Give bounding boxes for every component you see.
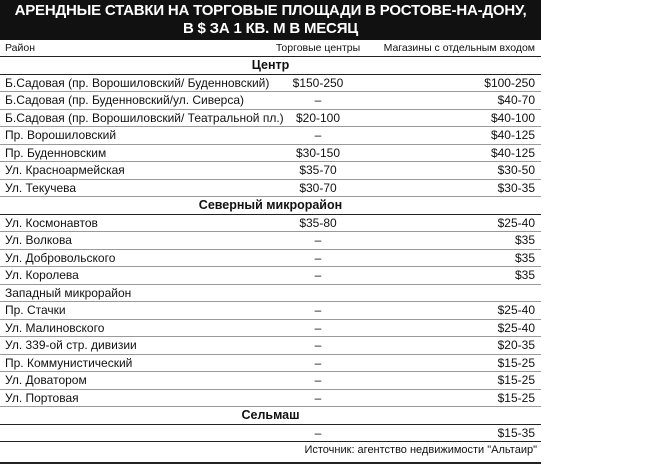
shopping-center-rate-cell: –: [314, 338, 322, 352]
title-line-2: В $ ЗА 1 КВ. М В МЕСЯЦ: [182, 20, 359, 37]
table-row: [0, 302, 541, 320]
section-title: Центр: [251, 58, 290, 72]
standalone-shop-rate-cell: $15-25: [497, 355, 535, 370]
standalone-shop-rate-cell: $30-50: [497, 163, 535, 177]
shopping-center-rate-cell: $35-80: [299, 215, 337, 230]
table-row: [0, 355, 541, 373]
standalone-shop-rate-cell: $25-40: [497, 303, 535, 317]
standalone-shop-rate-cell: $15-25: [497, 390, 535, 405]
section-header-row: [0, 197, 541, 215]
table-title: [0, 0, 541, 40]
district-cell: Ул. Текучева: [5, 180, 77, 195]
shopping-center-rate-cell: –: [314, 303, 322, 317]
standalone-shop-rate-cell: $40-100: [490, 110, 535, 125]
district-cell: Ул. Волкова: [5, 233, 72, 247]
table-row: [0, 145, 541, 163]
section-title: Северный микрорайон: [198, 198, 343, 212]
section-title: Сельмаш: [241, 408, 300, 422]
table-row: [0, 320, 541, 338]
shopping-center-rate-cell: –: [314, 268, 322, 282]
column-header-shopping-centers: Торговые центры: [275, 42, 361, 54]
district-cell: Б.Садовая (пр. Ворошиловский/ Буденновский): [5, 75, 270, 90]
column-header-district: Район: [5, 42, 35, 54]
column-header-standalone-shops: Магазины с отдельным входом: [383, 42, 535, 54]
table-row: [0, 232, 541, 250]
table-body: [0, 57, 541, 442]
table-row: [0, 92, 541, 110]
standalone-shop-rate-cell: $100-250: [484, 75, 535, 90]
source-note: Источник: агентство недвижимости "Альтаир": [304, 444, 537, 456]
shopping-center-rate-cell: $20-100: [295, 110, 341, 125]
bottom-rule: [0, 462, 541, 464]
shopping-center-rate-cell: –: [314, 250, 322, 265]
standalone-shop-rate-cell: $40-70: [497, 93, 535, 107]
standalone-shop-rate-cell: $30-35: [497, 180, 535, 195]
shopping-center-rate-cell: $30-70: [299, 180, 337, 195]
table-row: [0, 250, 541, 268]
district-cell: Пр. Ворошиловский: [5, 128, 117, 142]
table-row: [0, 337, 541, 355]
shopping-center-rate-cell: –: [314, 128, 322, 142]
district-cell: Б.Садовая (пр. Ворошиловский/ Театральной пл.): [5, 110, 284, 125]
table-row: [0, 285, 541, 303]
section-header-row: [0, 57, 541, 75]
district-cell: Б.Садовая (пр. Буденновский/ул. Сиверса): [5, 93, 245, 107]
table-header-row: [0, 40, 541, 57]
standalone-shop-rate-cell: $40-125: [490, 145, 535, 160]
table-row: [0, 372, 541, 390]
table-row: [0, 180, 541, 198]
district-cell: Ул. Добровольского: [5, 250, 116, 265]
table-row: [0, 127, 541, 145]
table-row: [0, 390, 541, 408]
district-cell: Ул. Малиновского: [5, 320, 105, 335]
district-cell: Ул. Красноармейская: [5, 163, 125, 177]
shopping-center-rate-cell: –: [314, 355, 322, 370]
shopping-center-rate-cell: –: [314, 390, 322, 405]
shopping-center-rate-cell: –: [314, 233, 322, 247]
section-header-row: [0, 407, 541, 425]
shopping-center-rate-cell: $150-250: [292, 75, 344, 90]
standalone-shop-rate-cell: $40-125: [490, 128, 535, 142]
shopping-center-rate-cell: –: [314, 320, 322, 335]
shopping-center-rate-cell: $35-70: [299, 163, 337, 177]
standalone-shop-rate-cell: $20-35: [497, 338, 535, 352]
standalone-shop-rate-cell: $15-35: [497, 425, 535, 440]
table-row: [0, 110, 541, 128]
shopping-center-rate-cell: –: [314, 373, 322, 387]
table-row: [0, 75, 541, 93]
district-cell: Пр. Буденновским: [5, 145, 107, 160]
district-cell: Ул. Космонавтов: [5, 215, 98, 230]
table-row: [0, 425, 541, 443]
standalone-shop-rate-cell: $35: [514, 250, 535, 265]
table-row: [0, 215, 541, 233]
shopping-center-rate-cell: –: [314, 93, 322, 107]
table-row: [0, 162, 541, 180]
district-cell: Ул. 339-ой стр. дивизии: [5, 338, 137, 352]
district-cell: Ул. Портовая: [5, 390, 79, 405]
title-line-1: АРЕНДНЫЕ СТАВКИ НА ТОРГОВЫЕ ПЛОЩАДИ В РОСТОВЕ-НА-ДОНУ,: [14, 2, 527, 19]
table-row: [0, 267, 541, 285]
standalone-shop-rate-cell: $35: [514, 233, 535, 247]
standalone-shop-rate-cell: $35: [514, 268, 535, 282]
rates-table: [0, 40, 541, 442]
district-cell: Ул. Королева: [5, 268, 79, 282]
district-cell: Пр. Стачки: [5, 303, 66, 317]
standalone-shop-rate-cell: $25-40: [497, 320, 535, 335]
standalone-shop-rate-cell: $25-40: [497, 215, 535, 230]
district-cell: Западный микрорайон: [5, 285, 132, 300]
district-cell: Пр. Коммунистический: [5, 355, 133, 370]
district-cell: Ул. Доватором: [5, 373, 87, 387]
standalone-shop-rate-cell: $15-25: [497, 373, 535, 387]
shopping-center-rate-cell: $30-150: [295, 145, 341, 160]
shopping-center-rate-cell: –: [314, 425, 322, 440]
